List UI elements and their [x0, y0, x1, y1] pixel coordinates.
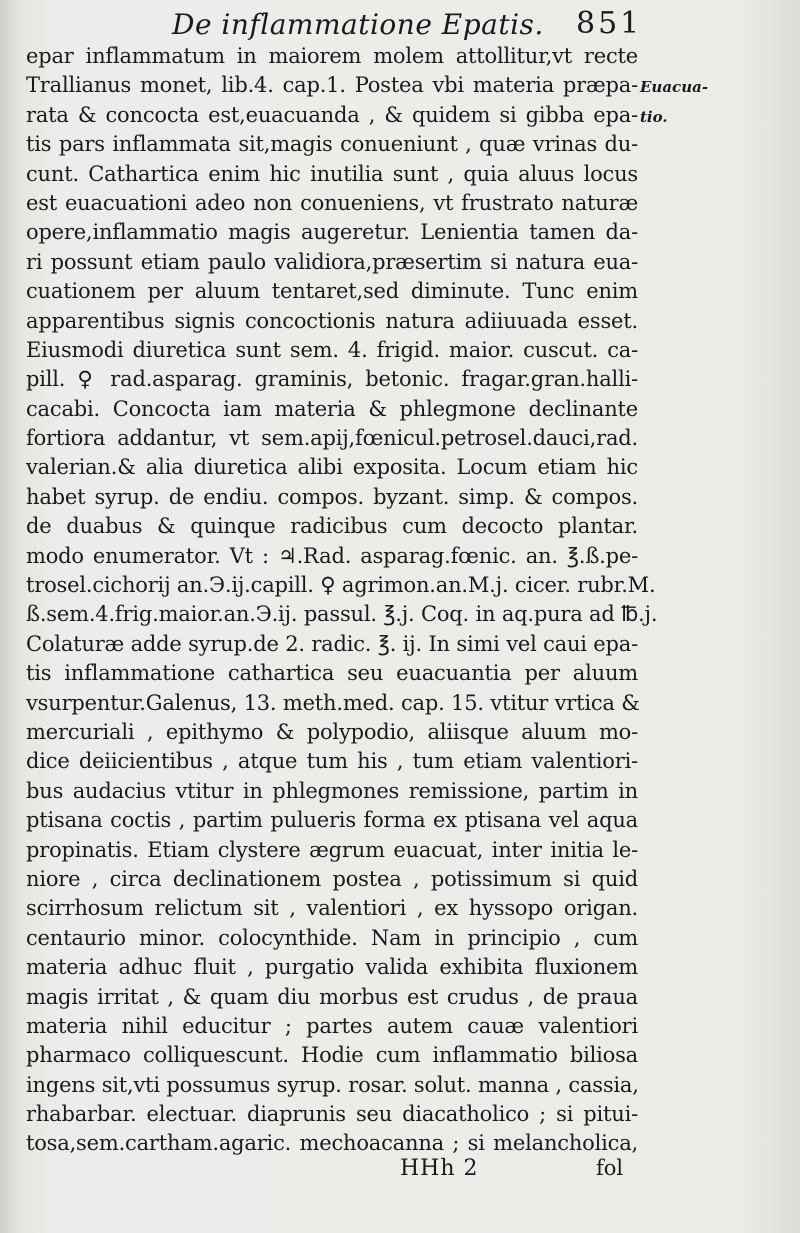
text-line: mercuriali , epithymo & polypodio, aliisque aluum mo-	[26, 719, 638, 744]
text-line: epar inflammatum in maiorem molem attollitur,vt recte	[26, 44, 638, 68]
text-line: fortiora addantur, vt sem.apij,fœnicul.petrosel.dauci,rad.	[26, 426, 638, 451]
text-line: tosa,sem.cartham.agaric. mechoacanna ; si melancholica,	[26, 1131, 638, 1156]
page-footer	[0, 1152, 800, 1192]
text-line: Trallianus monet, lib.4. cap.1. Postea vbi materia præpa-	[26, 73, 638, 98]
text-line: rata & concocta est,euacuanda , & quidem si gibba epa-	[26, 102, 638, 127]
text-line: dice deiicientibus , atque tum his , tum etiam valentiori-	[26, 749, 638, 774]
text-line: de duabus & quinque radicibus cum decocto plantar.	[26, 514, 638, 539]
text-line: Colaturæ adde syrup.de 2. radic. ℥. ij. In simi vel caui epa-	[26, 631, 638, 656]
text-line: tis inflammatione cathartica seu euacuantia per aluum	[26, 661, 638, 686]
text-line: rhabarbar. electuar. diaprunis seu diacatholico ; si pitui-	[26, 1102, 638, 1127]
text-line: magis irritat , & quam diu morbus est crudus , de praua	[26, 984, 638, 1009]
text-line: bus audacius vtitur in phlegmones remissione, partim in	[26, 778, 638, 803]
text-line: niore , circa declinationem postea , potissimum si quid	[26, 866, 638, 891]
text-line: valerian.& alia diuretica alibi exposita. Locum etiam hic	[26, 455, 638, 480]
text-line: cunt. Cathartica enim hic inutilia sunt , quia aluus locus	[26, 161, 638, 186]
text-line: scirrhosum relictum sit , valentiori , ex hyssopo origan.	[26, 896, 638, 921]
page-header	[0, 6, 800, 40]
running-title: De inflammatione Epatis.	[172, 8, 544, 41]
text-line: pill. ♀ rad.asparag. graminis, betonic. fragar.gran.halli-	[26, 367, 638, 392]
text-line: modo enumerator. Vt : ♃.Rad. asparag.fœnic. an. ℥.ß.pe-	[26, 543, 638, 568]
text-line: ß.sem.4.frig.maior.an.Э.ij. passul. ℥.j. Coq. in aq.pura ad ℔.j.	[26, 602, 658, 627]
catchword: fol	[596, 1156, 624, 1180]
body-text	[26, 42, 658, 1159]
signature-mark: HHh 2	[400, 1156, 479, 1181]
text-line: centaurio minor. colocynthide. Nam in principio , cum	[26, 925, 638, 950]
text-line: propinatis. Etiam clystere ægrum euacuat, inter initia le-	[26, 837, 638, 862]
text-line: ingens sit,vti possumus syrup. rosar. solut. manna , cassia,	[26, 1072, 639, 1097]
text-line: ptisana coctis , partim pulueris forma ex ptisana vel aqua	[26, 808, 638, 833]
margin-note	[640, 72, 710, 132]
text-line: tis pars inflammata sit,magis conueniunt , quæ vrinas du-	[26, 132, 638, 157]
text-line: materia nihil educitur ; partes autem cauæ valentiori	[26, 1013, 638, 1038]
text-line: pharmaco colliquescunt. Hodie cum inflammatio biliosa	[26, 1043, 638, 1068]
text-line: Eiusmodi diuretica sunt sem. 4. frigid. maior. cuscut. ca-	[26, 337, 638, 362]
text-line: vsurpentur.Galenus, 13. meth.med. cap. 15. vtitur vrtica &	[26, 690, 640, 715]
text-line: habet syrup. de endiu. compos. byzant. simp. & compos.	[26, 484, 638, 509]
page-number: 851	[576, 6, 643, 41]
text-line: apparentibus signis concoctionis natura adiiuuada esset.	[26, 308, 638, 333]
text-line: est euacuationi adeo non conueniens, vt frustrato naturæ	[26, 190, 638, 215]
margin-note-line: tio.	[640, 108, 668, 126]
text-line: cuationem per aluum tentaret,sed diminute. Tunc enim	[26, 279, 638, 304]
text-line: opere,inflammatio magis augeretur. Lenientia tamen da-	[26, 220, 638, 245]
margin-note-line: Euacua-	[640, 78, 709, 96]
text-line: ri possunt etiam paulo validiora,præsertim si natura eua-	[26, 249, 638, 274]
text-line: trosel.cichorij an.Э.ij.capill. ♀ agrimon.an.M.j. cicer. rubr.M.	[26, 573, 656, 598]
text-line: cacabi. Concocta iam materia & phlegmone declinante	[26, 396, 638, 421]
text-line: materia adhuc fluit , purgatio valida exhibita fluxionem	[26, 955, 638, 980]
